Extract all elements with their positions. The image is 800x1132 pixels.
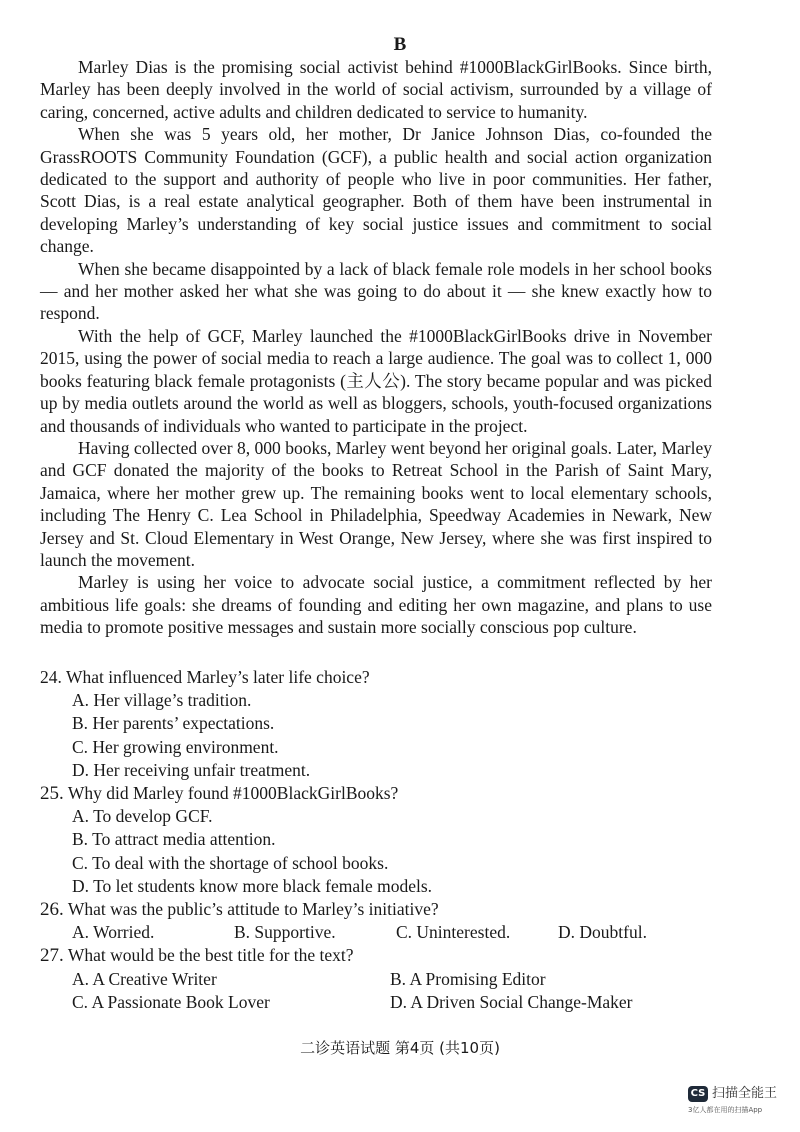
watermark-app-name: 扫描全能王 [712, 1086, 778, 1101]
paragraph: When she became disappointed by a lack of black female role models in her school books — and her mother asked her what she was going to do about it — she knew exactly how to respond. [40, 258, 712, 324]
watermark-tagline: 3亿人都在用的扫描App [688, 1106, 763, 1114]
question-stem: What influenced Marley’s later life choice? [65, 667, 370, 687]
question-number: 25. [40, 783, 64, 805]
question-stem: What was the public’s attitude to Marley’s initiative? [67, 899, 439, 920]
option-c: C. Uninterested. [396, 922, 511, 943]
question-number: 24. [40, 667, 62, 687]
question-stem: What would be the best title for the text? [67, 945, 354, 966]
scanner-watermark [688, 1086, 798, 1126]
option-b: B. Her parents’ expectations. [72, 713, 275, 734]
question-stem: Why did Marley found #1000BlackGirlBooks? [67, 783, 399, 804]
option-b: B. To attract media attention. [72, 829, 276, 850]
question-24 [40, 666, 720, 782]
option-b: B. A Promising Editor [390, 968, 546, 989]
option-a: A. Her village’s tradition. [72, 690, 252, 711]
question-25 [40, 782, 720, 898]
paragraph: When she was 5 years old, her mother, Dr Janice Johnson Dias, co-founded the GrassROOTS Community Foundation (GCF), a public health and social action organization dedicated to the support and authority of people who live in poor communities. Her father, Scott Dias, is a real estate analytical geographer. Both of them have been instrumental in developing Marley’s understanding of key social justice issues and commitment to social change. [40, 124, 712, 257]
option-d: D. A Driven Social Change-Maker [390, 991, 633, 1012]
section-label: B [393, 34, 407, 55]
question-number: 26. [40, 899, 64, 921]
question-26 [40, 898, 720, 944]
question-27 [40, 944, 720, 1014]
option-c: C. To deal with the shortage of school books. [72, 852, 389, 873]
paragraph: Marley Dias is the promising social activist behind #1000BlackGirlBooks. Since birth, Marley has been deeply involved in the world of social activism, surrounded by a village of caring, concerned, active adults and children dedicated to service to humanity. [40, 57, 712, 122]
option-c: C. A Passionate Book Lover [72, 991, 270, 1012]
paragraph: With the help of GCF, Marley launched the #1000BlackGirlBooks drive in November 2015, using the power of social media to reach a large audience. The goal was to collect 1, 000 books featuring black female protagonists (主人公). The story became popular and was picked up by media outlets around the world as well as bloggers, schools, youth-focused organizations and thousands of individuals who wanted to participate in the project. [40, 325, 712, 436]
paragraph: Having collected over 8, 000 books, Marley went beyond her original goals. Later, Marley and GCF donated the majority of the books to Retreat School in the Parish of Saint Mary, Jamaica, where her mother grew up. The remaining books went to local elementary schools, including The Henry C. Lea School in Philadelphia, Speedway Academies in Newark, New Jersey and St. Cloud Elementary in West Orange, New Jersey, where she was first inspired to launch the movement. [40, 437, 712, 570]
option-d: D. To let students know more black female models. [72, 875, 433, 896]
questions-section [40, 666, 720, 1014]
option-a: A. A Creative Writer [72, 968, 217, 989]
option-a: A. Worried. [72, 922, 155, 943]
reading-passage [40, 56, 712, 639]
paragraph: Marley is using her voice to advocate social justice, a commitment reflected by her ambitious life goals: she dreams of founding and editing her own magazine, and plans to use media to promote positive messages and sustain more socially conscious pop culture. [40, 572, 712, 638]
option-a: A. To develop GCF. [72, 806, 213, 827]
option-b: B. Supportive. [234, 922, 336, 943]
option-d: D. Her receiving unfair treatment. [72, 759, 311, 780]
question-number: 27. [40, 945, 64, 967]
camscanner-logo-icon: CS [688, 1086, 708, 1102]
option-c: C. Her growing environment. [72, 736, 279, 757]
option-d: D. Doubtful. [558, 922, 647, 943]
page-footer: 二诊英语试题 第4页 (共10页) [300, 1039, 500, 1057]
